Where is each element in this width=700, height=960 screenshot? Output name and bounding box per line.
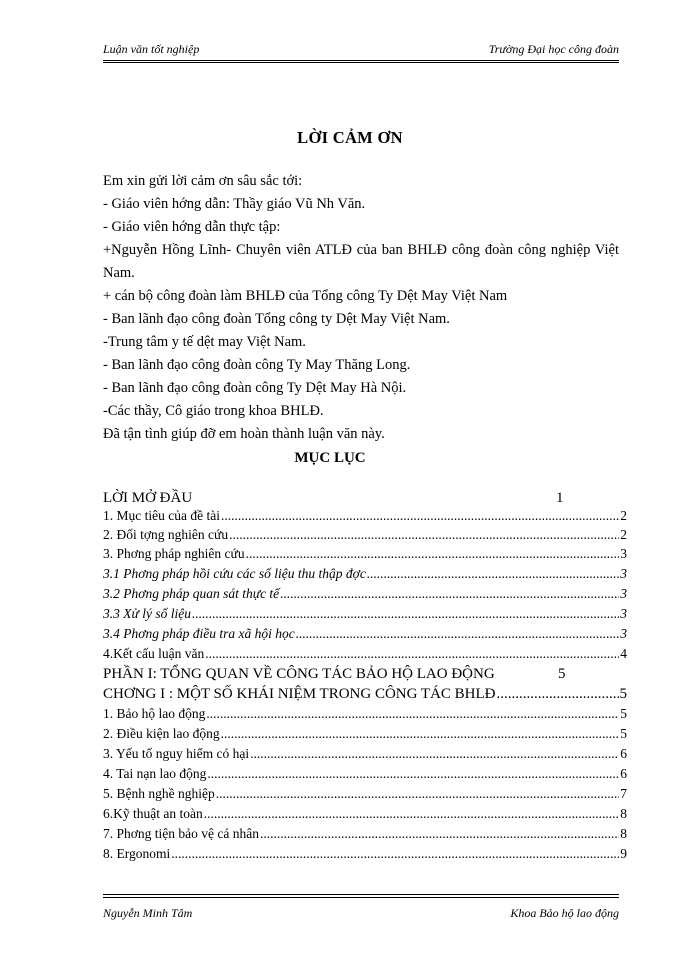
toc-entry <box>103 825 627 843</box>
toc-label: 2. Đối tợng nghiên cứu <box>103 527 229 542</box>
page-footer <box>103 906 619 922</box>
toc-entry <box>103 805 627 823</box>
toc-page: 7 <box>620 786 627 801</box>
toc-entry <box>103 765 627 783</box>
toc-page: 3 <box>620 626 627 641</box>
toc-label: CHƠNG I : MỘT SỐ KHÁI NIỆM TRONG CÔNG TÁC BHLĐ <box>103 686 496 702</box>
ack-line: - Ban lãnh đạo công đoàn công Ty May Thăng Long. <box>103 357 411 373</box>
toc-entry <box>103 645 627 663</box>
toc-page: 2 <box>620 508 627 523</box>
page-header <box>103 42 619 61</box>
ack-line: + cán bộ công đoàn làm BHLĐ của Tổng công Ty Dệt May Việt Nam <box>103 288 508 304</box>
toc-page: 3 <box>620 566 627 581</box>
toc-leader <box>205 645 619 663</box>
ack-line: Em xin gửi lời cảm ơn sâu sắc tới: <box>103 173 303 189</box>
toc-label: 5. Bệnh nghề nghiệp <box>103 786 215 801</box>
toc-page: 5 <box>558 666 566 682</box>
toc-label: 4. Tai nạn lao động <box>103 766 207 781</box>
header-rule <box>103 62 619 63</box>
toc-part <box>103 664 627 684</box>
toc-label: 2. Điều kiện lao động <box>103 726 220 741</box>
toc-leader <box>206 705 619 723</box>
toc-leader <box>367 565 619 583</box>
toc-leader <box>221 725 620 743</box>
toc-label: 4.Kết cấu luận văn <box>103 646 205 661</box>
toc-label: 3. Yếu tố nguy hiểm có hại <box>103 746 250 761</box>
toc-page: 3 <box>620 546 627 561</box>
footer-right: Khoa Bảo hộ lao động <box>510 906 619 920</box>
toc-page: 5 <box>620 726 627 741</box>
toc-leader <box>216 785 620 803</box>
toc-entry <box>103 545 627 563</box>
toc-label: 3.3 Xử lý số liệu <box>103 606 191 621</box>
toc-leader <box>171 845 619 863</box>
toc-label: 1. Bảo hộ lao động <box>103 706 206 721</box>
toc-leader <box>250 745 619 763</box>
toc-page: 5 <box>619 686 627 702</box>
toc-entry <box>103 845 627 863</box>
toc-leader <box>192 605 619 623</box>
toc-leader <box>280 585 619 603</box>
toc-label: 3.2 Phơng pháp quan sát thực tế <box>103 586 280 601</box>
toc-label: 3.4 Phơng pháp điều tra xã hội học <box>103 626 295 641</box>
toc-leader <box>497 685 619 703</box>
ack-line: - Giáo viên hớng dẫn: Thầy giáo Vũ Nh Văn. <box>103 196 366 212</box>
toc-label: 8. Ergonomi <box>103 846 171 861</box>
ack-title: LỜI CẢM ƠN <box>297 128 403 147</box>
toc-entry <box>103 507 627 525</box>
toc-page: 9 <box>620 846 627 861</box>
toc-page: 4 <box>620 646 627 661</box>
ack-line: - Giáo viên hớng dẫn thực tập: <box>103 219 281 235</box>
toc-entry <box>103 785 627 803</box>
toc-entry <box>103 725 627 743</box>
toc-entry <box>103 605 627 623</box>
footer-rule <box>103 897 619 898</box>
toc-leader <box>204 805 620 823</box>
toc-intro <box>103 488 627 508</box>
toc-label: LỜI MỞ ĐẦU <box>103 490 193 506</box>
toc-page: 8 <box>620 826 627 841</box>
toc-entry <box>103 745 627 763</box>
toc-leader <box>260 825 619 843</box>
toc-page: 6 <box>620 766 627 781</box>
toc-leader <box>246 545 620 563</box>
ack-line: -Các thầy, Cô giáo trong khoa BHLĐ. <box>103 403 324 419</box>
toc-page: 8 <box>620 806 627 821</box>
toc-chapter <box>103 685 627 703</box>
toc-label: PHẦN I: TỔNG QUAN VỀ CÔNG TÁC BẢO HỘ LAO ĐỘNG <box>103 666 495 682</box>
toc-entry <box>103 565 627 583</box>
toc-page: 5 <box>620 706 627 721</box>
toc-title: MỤC LỤC <box>294 450 366 466</box>
toc-page: 3 <box>620 606 627 621</box>
toc-label: 3. Phơng pháp nghiên cứu <box>103 546 245 561</box>
toc-label: 7. Phơng tiện bảo vệ cá nhân <box>103 826 259 841</box>
toc-page: 1 <box>556 490 564 506</box>
ack-line: - Ban lãnh đạo công đoàn công Ty Dệt May Hà Nội. <box>103 380 407 396</box>
footer-left: Nguyễn Minh Tâm <box>103 906 193 920</box>
ack-line: - Ban lãnh đạo công đoàn Tổng công ty Dệt May Việt Nam. <box>103 311 450 327</box>
toc-page: 3 <box>620 586 627 601</box>
toc-page: 2 <box>620 527 627 542</box>
toc-entry <box>103 705 627 723</box>
toc-leader <box>221 507 619 525</box>
ack-line: Đã tận tình giúp đỡ em hoàn thành luận văn này. <box>103 426 385 442</box>
footer-rule <box>103 894 619 895</box>
header-right: Trường Đại học công đoàn <box>488 42 619 56</box>
ack-line: +Nguyễn Hồng Lĩnh- Chuyên viên ATLĐ của ban BHLĐ công đoàn công nghiệp Việt Nam. <box>103 242 619 281</box>
toc-leader <box>296 625 620 643</box>
header-left: Luận văn tốt nghiệp <box>103 42 200 56</box>
toc-leader <box>229 526 619 544</box>
toc-label: 1. Mục tiêu của đề tài <box>103 508 220 523</box>
ack-line: -Trung tâm y tế dệt may Việt Nam. <box>103 334 306 350</box>
toc-page: 6 <box>620 746 627 761</box>
toc-entry <box>103 585 627 603</box>
toc-entry <box>103 625 627 643</box>
toc-label: 3.1 Phơng pháp hồi cứu các số liệu thu thập đợc <box>103 566 366 581</box>
toc-label: 6.Kỹ thuật an toàn <box>103 806 203 821</box>
toc-entry <box>103 526 627 544</box>
toc-leader <box>207 765 619 783</box>
